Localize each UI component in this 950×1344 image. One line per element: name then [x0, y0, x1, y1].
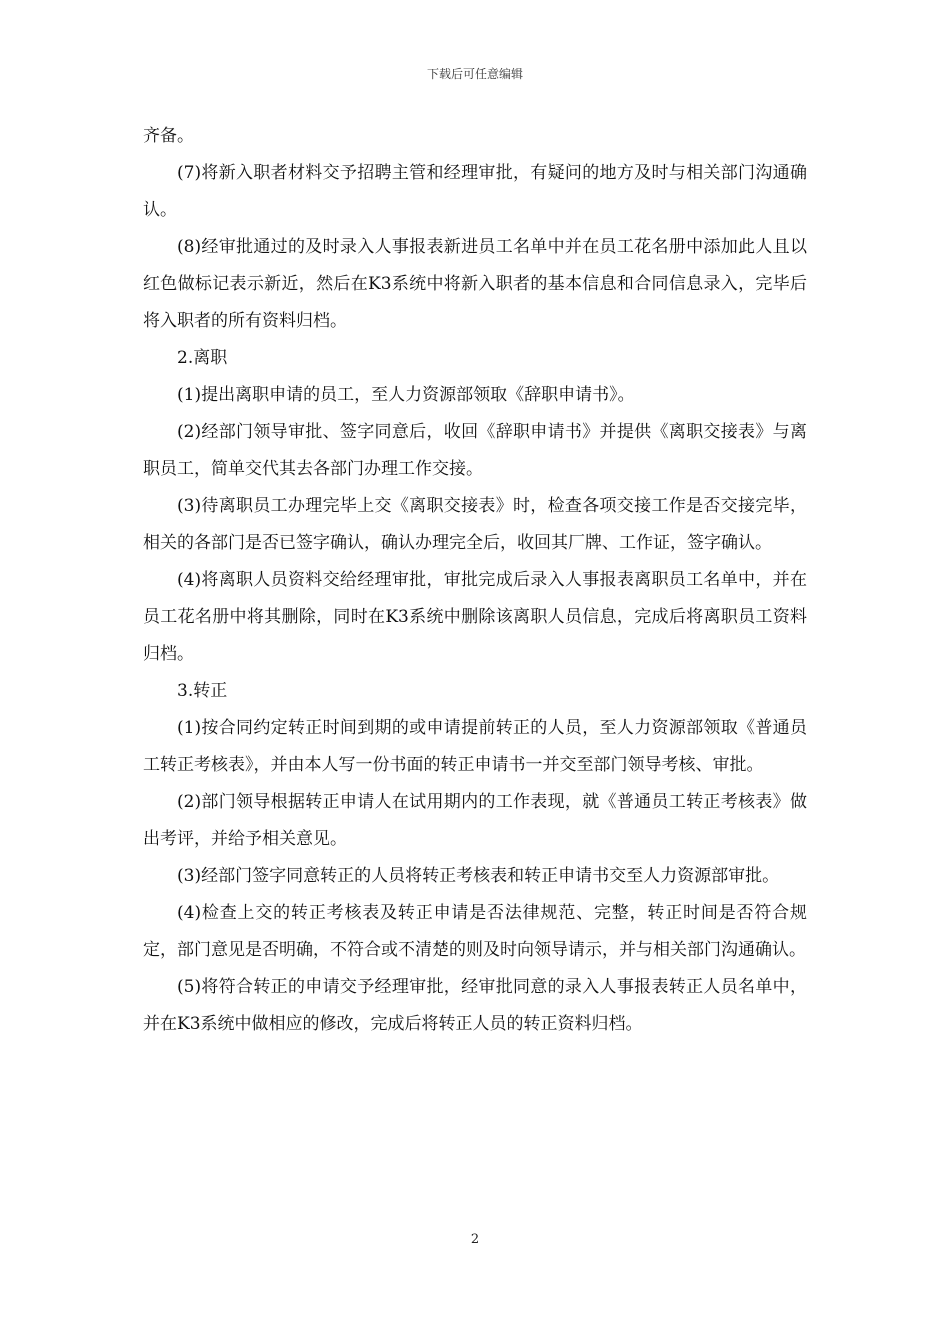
paragraph-resignation-step-1: (1)提出离职申请的员工，至人力资源部领取《辞职申请书》。: [177, 385, 635, 405]
section-heading-resignation: 2.离职: [177, 348, 228, 368]
paragraph-regularization-step-4: (4)检查上交的转正考核表及转正申请是否法律规范、完整，转正时间是否符合规定，部门意见是否明确，不符合或不清楚的则及时向领导请示，并与相关部门沟通确认。: [143, 903, 807, 960]
paragraph-regularization-step-2: (2)部门领导根据转正申请人在试用期内的工作表现，就《普通员工转正考核表》做出考评，并给予相关意见。: [143, 792, 807, 849]
page-header: 下载后可任意编辑: [426, 67, 523, 81]
document-body: [143, 118, 807, 1043]
paragraph-resignation-step-2: (2)经部门领导审批、签字同意后，收回《辞职申请书》并提供《离职交接表》与离职员工，简单交代其去各部门办理工作交接。: [143, 422, 807, 479]
paragraph-regularization-step-5: (5)将符合转正的申请交予经理审批，经审批同意的录入人事报表转正人员名单中，并在K3系统中做相应的修改，完成后将转正人员的转正资料归档。: [143, 977, 807, 1034]
page-number: 2: [470, 1232, 480, 1247]
paragraph-onboarding-step-7: (7)将新入职者材料交予招聘主管和经理审批，有疑问的地方及时与相关部门沟通确认。: [143, 163, 807, 220]
paragraph-regularization-step-1: (1)按合同约定转正时间到期的或申请提前转正的人员，至人力资源部领取《普通员工转正考核表》，并由本人写一份书面的转正申请书一并交至部门领导考核、审批。: [143, 718, 807, 775]
paragraph-onboarding-step-8: (8)经审批通过的及时录入人事报表新进员工名单中并在员工花名册中添加此人且以红色做标记表示新近，然后在K3系统中将新入职者的基本信息和合同信息录入，完毕后将入职者的所有资料归档。: [143, 237, 807, 331]
paragraph-regularization-step-3: (3)经部门签字同意转正的人员将转正考核表和转正申请书交至人力资源部审批。: [177, 866, 780, 886]
section-heading-regularization: 3.转正: [177, 681, 228, 701]
paragraph-resignation-step-4: (4)将离职人员资料交给经理审批，审批完成后录入人事报表离职员工名单中，并在员工花名册中将其删除，同时在K3系统中删除该离职人员信息，完成后将离职员工资料归档。: [143, 570, 807, 664]
paragraph-resignation-step-3: (3)待离职员工办理完毕上交《离职交接表》时，检查各项交接工作是否交接完毕，相关的各部门是否已签字确认，确认办理完全后，收回其厂牌、工作证，签字确认。: [143, 496, 807, 553]
paragraph-continuation: 齐备。: [143, 126, 194, 146]
